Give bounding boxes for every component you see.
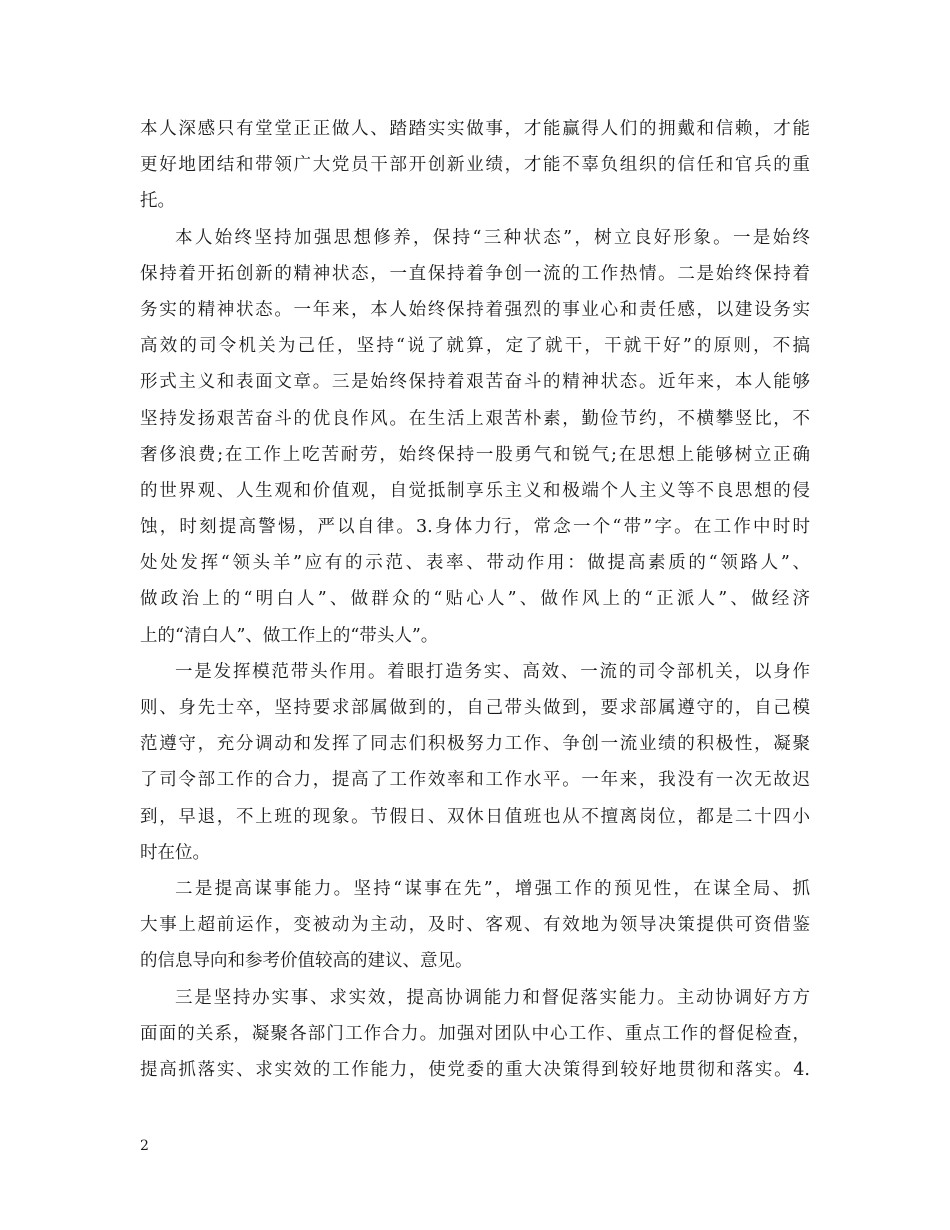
text-line: 了司令部工作的合力，提高了工作效率和工作水平。一年来，我没有一次无故迟 — [140, 770, 810, 791]
text-line: 做政治上的“明白人”、做群众的“贴心人”、做作风上的“正派人”、做经济 — [140, 589, 810, 610]
text-line: 更好地团结和带领广大党员干部开创新业绩，才能不辜负组织的信任和官兵的重 — [140, 155, 810, 176]
text-line: 高效的司令机关为己任，坚持“说了就算，定了就干，干就干好”的原则，不搞 — [140, 336, 810, 357]
text-line: 提高抓落实、求实效的工作能力，使党委的重大决策得到较好地贯彻和落实。4. — [140, 1059, 810, 1080]
text-line: 到，早退，不上班的现象。节假日、双休日值班也从不擅离岗位，都是二十四小 — [140, 806, 810, 827]
text-line: 托。 — [140, 191, 175, 212]
text-line: 坚持发扬艰苦奋斗的优良作风。在生活上艰苦朴素，勤俭节约，不横攀竖比，不 — [140, 408, 810, 429]
body-text — [140, 111, 810, 1088]
text-line: 则、身先士卒，坚持要求部属做到的，自己带头做到，要求部属遵守的，自己模 — [140, 698, 810, 718]
text-line: 的世界观、人生观和价值观，自觉抵制享乐主义和极端个人主义等不良思想的侵 — [140, 480, 810, 501]
text-line: 面面的关系，凝聚各部门工作合力。加强对团队中心工作、重点工作的督促检查， — [140, 1023, 810, 1044]
text-line: 上的“清白人”、做工作上的“带头人”。 — [140, 625, 439, 646]
paragraph-first-line: 本人始终坚持加强思想修养，保持“三种状态”，树立良好形象。一是始终 — [175, 227, 810, 248]
text-line: 形式主义和表面文章。三是始终保持着艰苦奋斗的精神状态。近年来，本人能够 — [140, 372, 810, 393]
text-line: 时在位。 — [140, 842, 210, 863]
text-line: 处处发挥“领头羊”应有的示范、表率、带动作用：做提高素质的“领路人”、 — [140, 553, 810, 574]
text-line: 大事上超前运作，变被动为主动，及时、客观、有效地为领导决策提供可资借鉴 — [140, 915, 810, 936]
text-line: 务实的精神状态。一年来，本人始终保持着强烈的事业心和责任感，以建设务实 — [140, 299, 810, 320]
text-line: 范遵守，充分调动和发挥了同志们积极努力工作、争创一流业绩的积极性，凝聚 — [140, 734, 810, 755]
paragraph-first-line: 一是发挥模范带头作用。着眼打造务实、高效、一流的司令部机关，以身作 — [175, 661, 810, 682]
paragraph-first-line: 二是提高谋事能力。坚持“谋事在先”，增强工作的预见性，在谋全局、抓 — [175, 878, 810, 899]
text-line: 奢侈浪费;在工作上吃苦耐劳，始终保持一股勇气和锐气;在思想上能够树立正确 — [140, 444, 810, 465]
text-line: 的信息导向和参考价值较高的建议、意见。 — [140, 951, 473, 972]
text-line: 本人深感只有堂堂正正做人、踏踏实实做事，才能赢得人们的拥戴和信赖，才能 — [140, 119, 810, 139]
page-number: 2 — [140, 1138, 149, 1154]
text-line: 蚀，时刻提高警惕，严以自律。3.身体力行，常念一个“带”字。在工作中时时 — [140, 517, 810, 538]
text-line: 保持着开拓创新的精神状态，一直保持着争创一流的工作热情。二是始终保持着 — [140, 263, 810, 284]
paragraph-first-line: 三是坚持办实事、求实效，提高协调能力和督促落实能力。主动协调好方方 — [175, 987, 810, 1008]
